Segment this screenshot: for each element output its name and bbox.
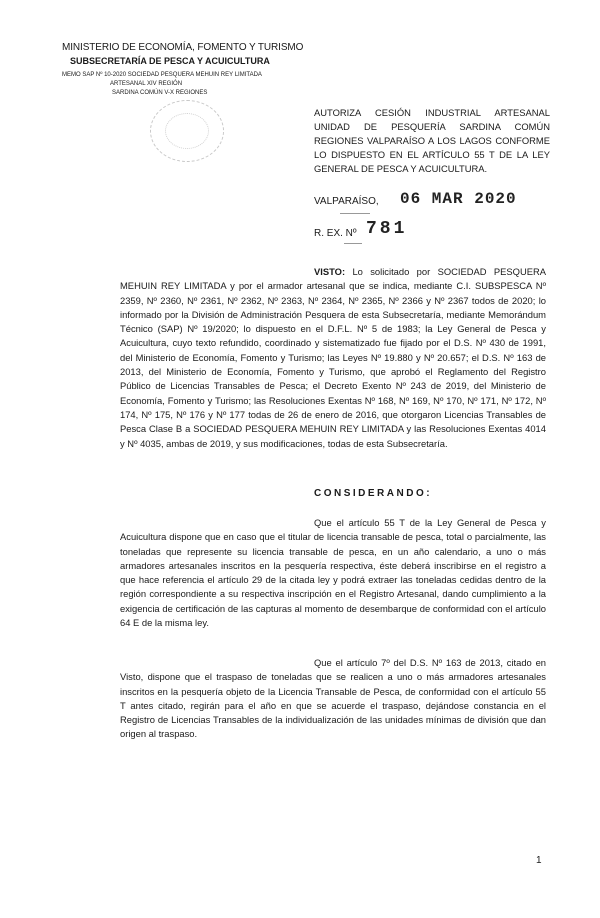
resolution-label: R. EX. Nº: [314, 228, 357, 239]
date-stamp: 06 MAR 2020: [400, 190, 517, 208]
place-label: VALPARAÍSO,: [314, 196, 379, 207]
resolution-subject: AUTORIZA CESIÓN INDUSTRIAL ARTESANAL UNIDAD DE PESQUERÍA SARDINA COMÚN REGIONES VALPARAÍSO A LOS LAGOS CONFORME LO DISPUESTO EN EL ARTÍCULO 55 T DE LA LEY GENERAL DE PESCA Y ACUICULTURA.: [314, 107, 550, 174]
paragraph-text: Que el artículo 55 T de la Ley General de Pesca y Acuicultura dispone que en caso que el titular de licencia transable de pesca, total o parcialmente, las toneladas que represente su licencia transable de pesca, en un año calendario, a uno o más armadores artesanales inscritos en la pesquería respectiva, éste deberá inscribirse en el registro a que hace referencia el artículo 29 de la citada ley y podrá extraer las toneladas cedidas dentro de la región correspondiente a su respectiva inscripción en el Registro Artesanal, dando cumplimiento a la exigencia de certificación de las capturas al momento de desembarque de conformidad con el artículo 64 E de la misma ley.: [120, 517, 546, 629]
official-seal: [150, 100, 224, 162]
undersecretary-name: SUBSECRETARÍA DE PESCA Y ACUICULTURA: [70, 56, 270, 66]
letterhead: [62, 42, 312, 98]
page-number: 1: [536, 855, 542, 866]
divider: [344, 243, 362, 244]
paragraph-text: Que el artículo 7º del D.S. Nº 163 de 2013, citado en Visto, dispone que el traspaso de toneladas que se realicen a uno o más armadores artesanales inscritos en la pesquería objeto de la Licencia Transable de Pesca, de conformidad con el artículo 55 T antes citado, regirán para el año en que se acuerde el traspaso, dejándose constancia en el Registro de Licencias Transables de la individualización de las unidades mínimas de división que dan origen al traspaso.: [120, 657, 546, 740]
divider: [340, 213, 370, 214]
considerando-paragraph-1: [120, 516, 546, 630]
ministry-name: MINISTERIO DE ECONOMÍA, FOMENTO Y TURISMO: [62, 42, 304, 53]
considerando-heading: CONSIDERANDO:: [314, 488, 433, 499]
visto-section: [120, 265, 546, 451]
memo-reference: MEMO SAP Nº 10-2020 SOCIEDAD PESQUERA MEHUIN REY LIMITADA: [62, 72, 262, 78]
considerando-paragraph-2: [120, 656, 546, 742]
species-regions: SARDINA COMÚN V-X REGIONES: [112, 90, 208, 96]
visto-label: VISTO:: [314, 266, 346, 277]
resolution-number: 781: [366, 219, 408, 239]
artisanal-region: ARTESANAL XIV REGIÓN: [110, 81, 183, 87]
visto-text: Lo solicitado por SOCIEDAD PESQUERA MEHUIN REY LIMITADA y por el armador artesanal que se indica, mediante C.I. SUBSPESCA Nº 2359, Nº 2360, Nº 2361, Nº 2362, Nº 2363, Nº 2364, Nº 2365, Nº 2366 y Nº 2367 todos de 2020; lo informado por la División de Administración Pesquera de esta Subsecretaría, mediante Memorándum Técnico (SAP) Nº 19/2020; lo dispuesto en el D.F.L. Nº 5 de 1983; la Ley General de Pesca y Acuicultura, cuyo texto refundido, coordinado y sistematizado fue fijado por el D.S. Nº 430 de 1991, del Ministerio de Economía, Fomento y Turismo; las Leyes Nº 19.880 y Nº 20.657; el D.S. Nº 163 de 2013, del Ministerio de Economía, Fomento y Turismo, que aprobó el Reglamento del Registro Público de Licencias Transables de Pesca; el Decreto Exento Nº 243 de 2019, del Ministerio de Economía, Fomento y Turismo; las Resoluciones Exentas Nº 168, Nº 169, Nº 170, Nº 171, Nº 172, Nº 174, Nº 175, Nº 176 y Nº 177 todas de 26 de enero de 2016, que otorgaron Licencias Transables de Pesca Clase B a SOCIEDAD PESQUERA MEHUIN REY LIMITADA y las Resoluciones Exentas 4014 y Nº 4035, ambas de 2019, y sus modificaciones, todas de esta Subsecretaría.: [120, 266, 546, 449]
